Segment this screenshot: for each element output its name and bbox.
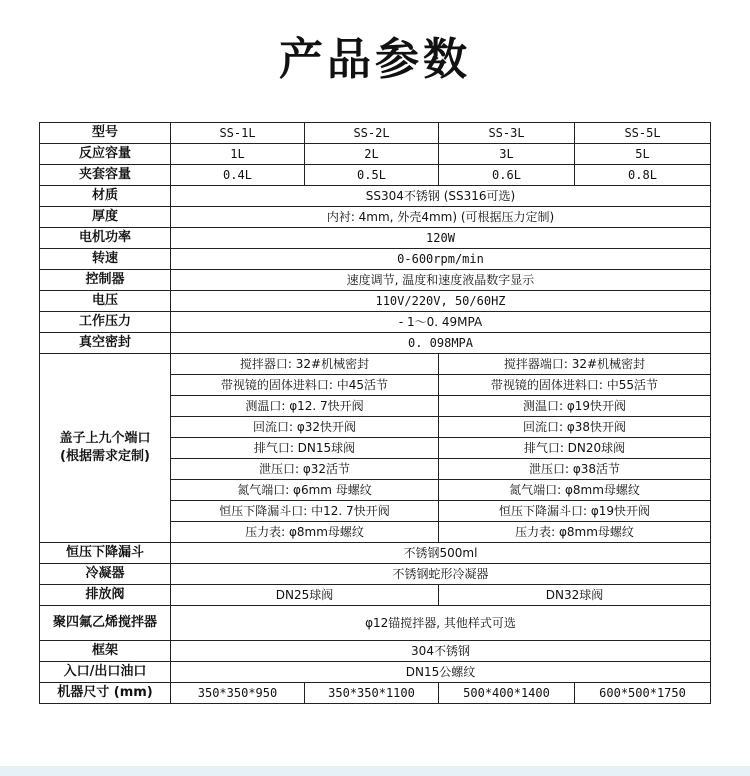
cell-value: 不锈钢蛇形冷凝器 [171, 564, 711, 585]
cell-value: 恒压下降漏斗口: 中12. 7快开阀 [171, 501, 439, 522]
row-thickness [40, 207, 711, 228]
row-label: 真空密封 [40, 333, 171, 354]
row-controller [40, 270, 711, 291]
row-label: 转速 [40, 249, 171, 270]
row-label: 控制器 [40, 270, 171, 291]
cell-value: 泄压口: φ38活节 [439, 459, 711, 480]
cell-value: 600*500*1750 [575, 683, 711, 704]
row-label: 框架 [40, 641, 171, 662]
cell-value: 搅拌器端口: 32#机械密封 [439, 354, 711, 375]
cell-value: 2L [305, 144, 439, 165]
cell-value: SS-1L [171, 123, 305, 144]
row-label: 入口/出口油口 [40, 662, 171, 683]
cell-value: 压力表: φ8mm母螺纹 [439, 522, 711, 543]
page-title: 产品参数 [279, 34, 471, 85]
row-dimensions [40, 683, 711, 704]
cell-value: SS-2L [305, 123, 439, 144]
cell-value: φ12锚搅拌器, 其他样式可选 [171, 606, 711, 641]
row-label: 厚度 [40, 207, 171, 228]
cell-value: SS-5L [575, 123, 711, 144]
row-discharge-valve [40, 585, 711, 606]
cell-value: 氮气端口: φ6mm 母螺纹 [171, 480, 439, 501]
cell-value: 0.8L [575, 165, 711, 186]
cell-value: 120W [171, 228, 711, 249]
cell-value: 0-600rpm/min [171, 249, 711, 270]
row-frame [40, 641, 711, 662]
row-dropping-funnel [40, 543, 711, 564]
cell-value: SS304不锈钢 (SS316可选) [171, 186, 711, 207]
cell-value: 0.5L [305, 165, 439, 186]
row-speed [40, 249, 711, 270]
cell-value: 304不锈钢 [171, 641, 711, 662]
row-material [40, 186, 711, 207]
cell-value: 0.4L [171, 165, 305, 186]
row-oil-port [40, 662, 711, 683]
row-ptfe-stirrer [40, 606, 711, 641]
cell-value: 不锈钢500ml [171, 543, 711, 564]
row-label: 电机功率 [40, 228, 171, 249]
row-label: 反应容量 [40, 144, 171, 165]
cell-value: 回流口: φ32快开阀 [171, 417, 439, 438]
cell-value: 带视镜的固体进料口: 中45活节 [171, 375, 439, 396]
row-label: 聚四氟乙烯搅拌器 [40, 606, 171, 641]
cell-value: 测温口: φ19快开阀 [439, 396, 711, 417]
row-reactor-volume [40, 144, 711, 165]
row-model [40, 123, 711, 144]
row-label [40, 354, 171, 543]
cell-value: - 1～0. 49MPA [171, 312, 711, 333]
row-label: 电压 [40, 291, 171, 312]
row-label: 型号 [40, 123, 171, 144]
row-label: 夹套容量 [40, 165, 171, 186]
cell-value: 内衬: 4mm, 外壳4mm) (可根据压力定制) [171, 207, 711, 228]
row-condenser [40, 564, 711, 585]
cell-value: 110V/220V, 50/60HZ [171, 291, 711, 312]
cell-value: 3L [439, 144, 575, 165]
cell-value: 搅拌器口: 32#机械密封 [171, 354, 439, 375]
cell-value: 恒压下降漏斗口: φ19快开阀 [439, 501, 711, 522]
cell-value: 回流口: φ38快开阀 [439, 417, 711, 438]
cell-value: 350*350*1100 [305, 683, 439, 704]
ports-label-line1: 盖子上九个端口 [59, 431, 151, 446]
row-working-pressure [40, 312, 711, 333]
cell-value: 350*350*950 [171, 683, 305, 704]
cell-value: DN32球阀 [439, 585, 711, 606]
row-jacket-volume [40, 165, 711, 186]
row-vacuum-seal [40, 333, 711, 354]
row-label: 排放阀 [40, 585, 171, 606]
row-label: 材质 [40, 186, 171, 207]
row-label: 恒压下降漏斗 [40, 543, 171, 564]
row-label: 机器尺寸 (mm) [40, 683, 171, 704]
cell-value: 泄压口: φ32活节 [171, 459, 439, 480]
row-ports [40, 354, 711, 375]
cell-value: 测温口: φ12. 7快开阀 [171, 396, 439, 417]
footer-band [0, 766, 750, 776]
row-motor-power [40, 228, 711, 249]
cell-value: 500*400*1400 [439, 683, 575, 704]
row-label: 冷凝器 [40, 564, 171, 585]
spec-table [39, 122, 711, 704]
cell-value: 5L [575, 144, 711, 165]
cell-value: 氮气端口: φ8mm母螺纹 [439, 480, 711, 501]
cell-value: 压力表: φ8mm母螺纹 [171, 522, 439, 543]
row-voltage [40, 291, 711, 312]
cell-value: 排气口: DN20球阀 [439, 438, 711, 459]
ports-label-line2: (根据需求定制) [60, 449, 150, 464]
cell-value: 0.6L [439, 165, 575, 186]
cell-value: SS-3L [439, 123, 575, 144]
cell-value: DN25球阀 [171, 585, 439, 606]
cell-value: 速度调节, 温度和速度液晶数字显示 [171, 270, 711, 291]
cell-value: DN15公螺纹 [171, 662, 711, 683]
cell-value: 排气口: DN15球阀 [171, 438, 439, 459]
row-label: 工作压力 [40, 312, 171, 333]
cell-value: 带视镜的固体进料口: 中55活节 [439, 375, 711, 396]
cell-value: 0. 098MPA [171, 333, 711, 354]
cell-value: 1L [171, 144, 305, 165]
